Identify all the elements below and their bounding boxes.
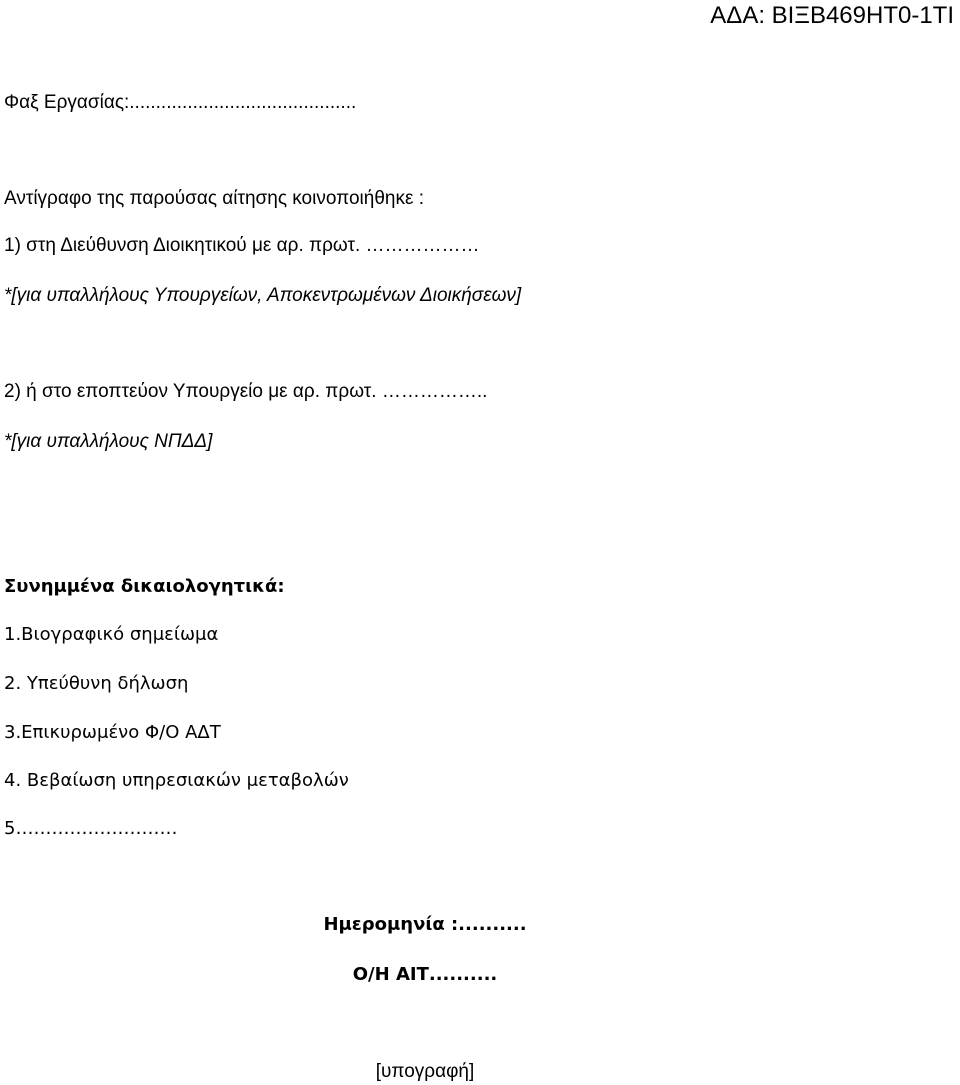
copy-notice: Αντίγραφο της παρούσας αίτησης κοινοποιήθηκε : (4, 188, 424, 209)
attachment-item: 5……………………… (4, 818, 178, 839)
applicant-label: Ο/Η ΑΙΤ.......... (352, 964, 498, 985)
attachment-item: 2. Υπεύθυνη δήλωση (4, 673, 189, 694)
signature-placeholder: [υπογραφή] (375, 1061, 475, 1082)
recipient-2: 2) ή στο εποπτεύον Υπουργείο με αρ. πρωτ. …………….. (4, 381, 488, 402)
attachment-item: 4. Βεβαίωση υπηρεσιακών μεταβολών (4, 770, 349, 791)
attachment-item: 3.Επικυρωμένο Φ/Ο ΑΔΤ (4, 722, 221, 743)
ada-code: ΑΔΑ: ΒΙΞΒ469ΗΤ0-1ΤΙ (710, 2, 954, 29)
fax-field: Φαξ Εργασίας:........................................... (4, 92, 357, 113)
recipient-2-note: *[για υπαλλήλους ΝΠΔΔ] (4, 431, 213, 452)
attachments-heading: Συνημμένα δικαιολογητικά: (4, 576, 285, 597)
recipient-1: 1) στη Διεύθυνση Διοικητικού με αρ. πρωτ. ……………… (4, 235, 480, 256)
recipient-1-note: *[για υπαλλήλους Υπουργείων, Αποκεντρωμένων Διοικήσεων] (4, 285, 522, 306)
attachment-item: 1.Βιογραφικό σημείωμα (4, 624, 219, 645)
date-label: Ημερομηνία :.......... (323, 914, 527, 935)
